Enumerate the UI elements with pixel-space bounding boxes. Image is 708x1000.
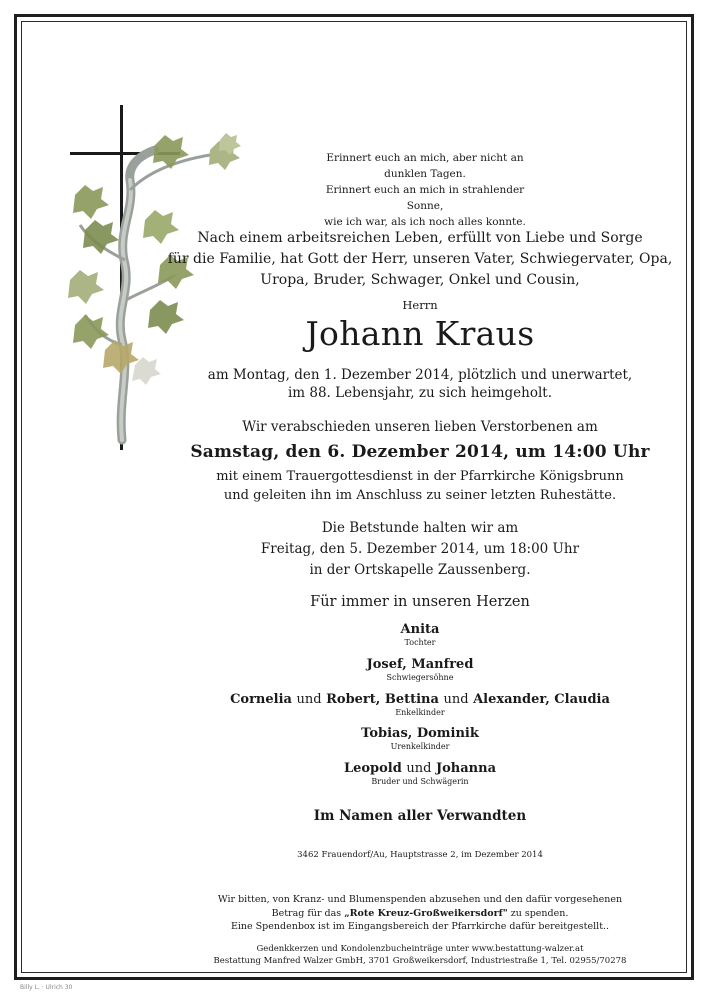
- donation-text: zu spenden.: [507, 907, 569, 919]
- mourner-group: [160, 761, 680, 786]
- deceased-name: Johann Kraus: [305, 314, 535, 353]
- mourner-group: [160, 622, 680, 647]
- intro-line: Uropa, Bruder, Schwager, Onkel und Cousin,: [260, 272, 580, 288]
- charity-name: „Rote Kreuz-Großweikersdorf": [344, 907, 508, 919]
- funeral-date: Samstag, den 6. Dezember 2014, um 14:00 Uhr: [190, 442, 650, 462]
- mourner-name: Tobias, Dominik: [361, 726, 479, 741]
- donation-line: [160, 907, 680, 921]
- mourner-group: [160, 692, 680, 717]
- donation-notice: [160, 893, 680, 934]
- condolence-line: Gedenkkerzen und Kondolenzbucheinträge unter www.bestattung-walzer.at: [256, 944, 584, 954]
- mourner-name: Leopold: [343, 761, 402, 776]
- farewell-intro: Wir verabschieden unseren lieben Verstorbenen am: [242, 419, 598, 435]
- death-notice: [160, 366, 680, 402]
- intro-line: für die Familie, hat Gott der Herr, unseren Vater, Schwiegervater, Opa,: [167, 251, 673, 267]
- donation-line: Wir bitten, von Kranz- und Blumenspenden abzusehen und den dafür vorgesehenen: [217, 894, 623, 905]
- mourner-group: [160, 657, 680, 682]
- mourner-relation: Tochter: [404, 638, 436, 647]
- mourner-name: Cornelia: [230, 692, 292, 707]
- memorial-quote: [310, 150, 540, 230]
- mourner-relation: Enkelkinder: [395, 708, 445, 717]
- prayer-line: Die Betstunde halten wir am: [321, 520, 519, 536]
- quote-line: wie ich war, als ich noch alles konnte.: [324, 216, 526, 228]
- place-date: 3462 Frauendorf/Au, Hauptstrasse 2, im Dezember 2014: [297, 850, 543, 860]
- quote-line: Erinnert euch an mich in strahlender Sonne,: [325, 184, 525, 212]
- death-line: im 88. Lebensjahr, zu sich heimgeholt.: [287, 385, 553, 401]
- prayer-line: in der Ortskapelle Zaussenberg.: [309, 562, 531, 578]
- mourner-name: Johanna: [435, 761, 497, 776]
- mourner-name: Josef, Manfred: [366, 657, 474, 672]
- death-line: am Montag, den 1. Dezember 2014, plötzlich und unerwartet,: [207, 367, 633, 383]
- closing-line: Im Namen aller Verwandten: [313, 808, 527, 824]
- hearts-line: Für immer in unseren Herzen: [310, 594, 530, 610]
- salutation: Herrn: [402, 298, 438, 312]
- conjunction: und: [296, 692, 322, 707]
- conjunction: und: [443, 692, 469, 707]
- mourner-relation: Schwiegersöhne: [386, 673, 454, 682]
- mourner-group: [160, 726, 680, 751]
- prayer-hour: [160, 518, 680, 581]
- service-line: und geleiten ihn im Anschluss zu seiner letzten Ruhestätte.: [223, 488, 617, 503]
- mourner-name: Alexander, Claudia: [473, 692, 610, 707]
- funeral-home-info: [160, 943, 680, 967]
- donation-line: Eine Spendenbox ist im Eingangsbereich der Pfarrkirche dafür bereitgestellt..: [230, 921, 610, 932]
- funeral-home-address: Bestattung Manfred Walzer GmbH, 3701 Großweikersdorf, Industriestraße 1, Tel. 02955/70278: [213, 956, 627, 966]
- mourner-names: [160, 761, 680, 776]
- mourner-relation: Urenkelkinder: [390, 742, 450, 751]
- service-details: [160, 467, 680, 505]
- intro-text: [160, 228, 680, 291]
- corner-note: Billy L. · Ulrich 30: [20, 984, 73, 991]
- donation-text: Betrag für das: [271, 907, 345, 919]
- conjunction: und: [406, 761, 432, 776]
- mourner-names: [160, 692, 680, 707]
- service-line: mit einem Trauergottesdienst in der Pfarrkirche Königsbrunn: [216, 469, 624, 484]
- mourner-relation: Bruder und Schwägerin: [371, 777, 469, 786]
- prayer-line: Freitag, den 5. Dezember 2014, um 18:00 Uhr: [260, 541, 580, 557]
- quote-line: Erinnert euch an mich, aber nicht an dunklen Tagen.: [326, 152, 524, 180]
- mourner-name: Robert, Bettina: [326, 692, 439, 707]
- mourner-name: Anita: [400, 622, 440, 637]
- intro-line: Nach einem arbeitsreichen Leben, erfüllt von Liebe und Sorge: [197, 230, 643, 246]
